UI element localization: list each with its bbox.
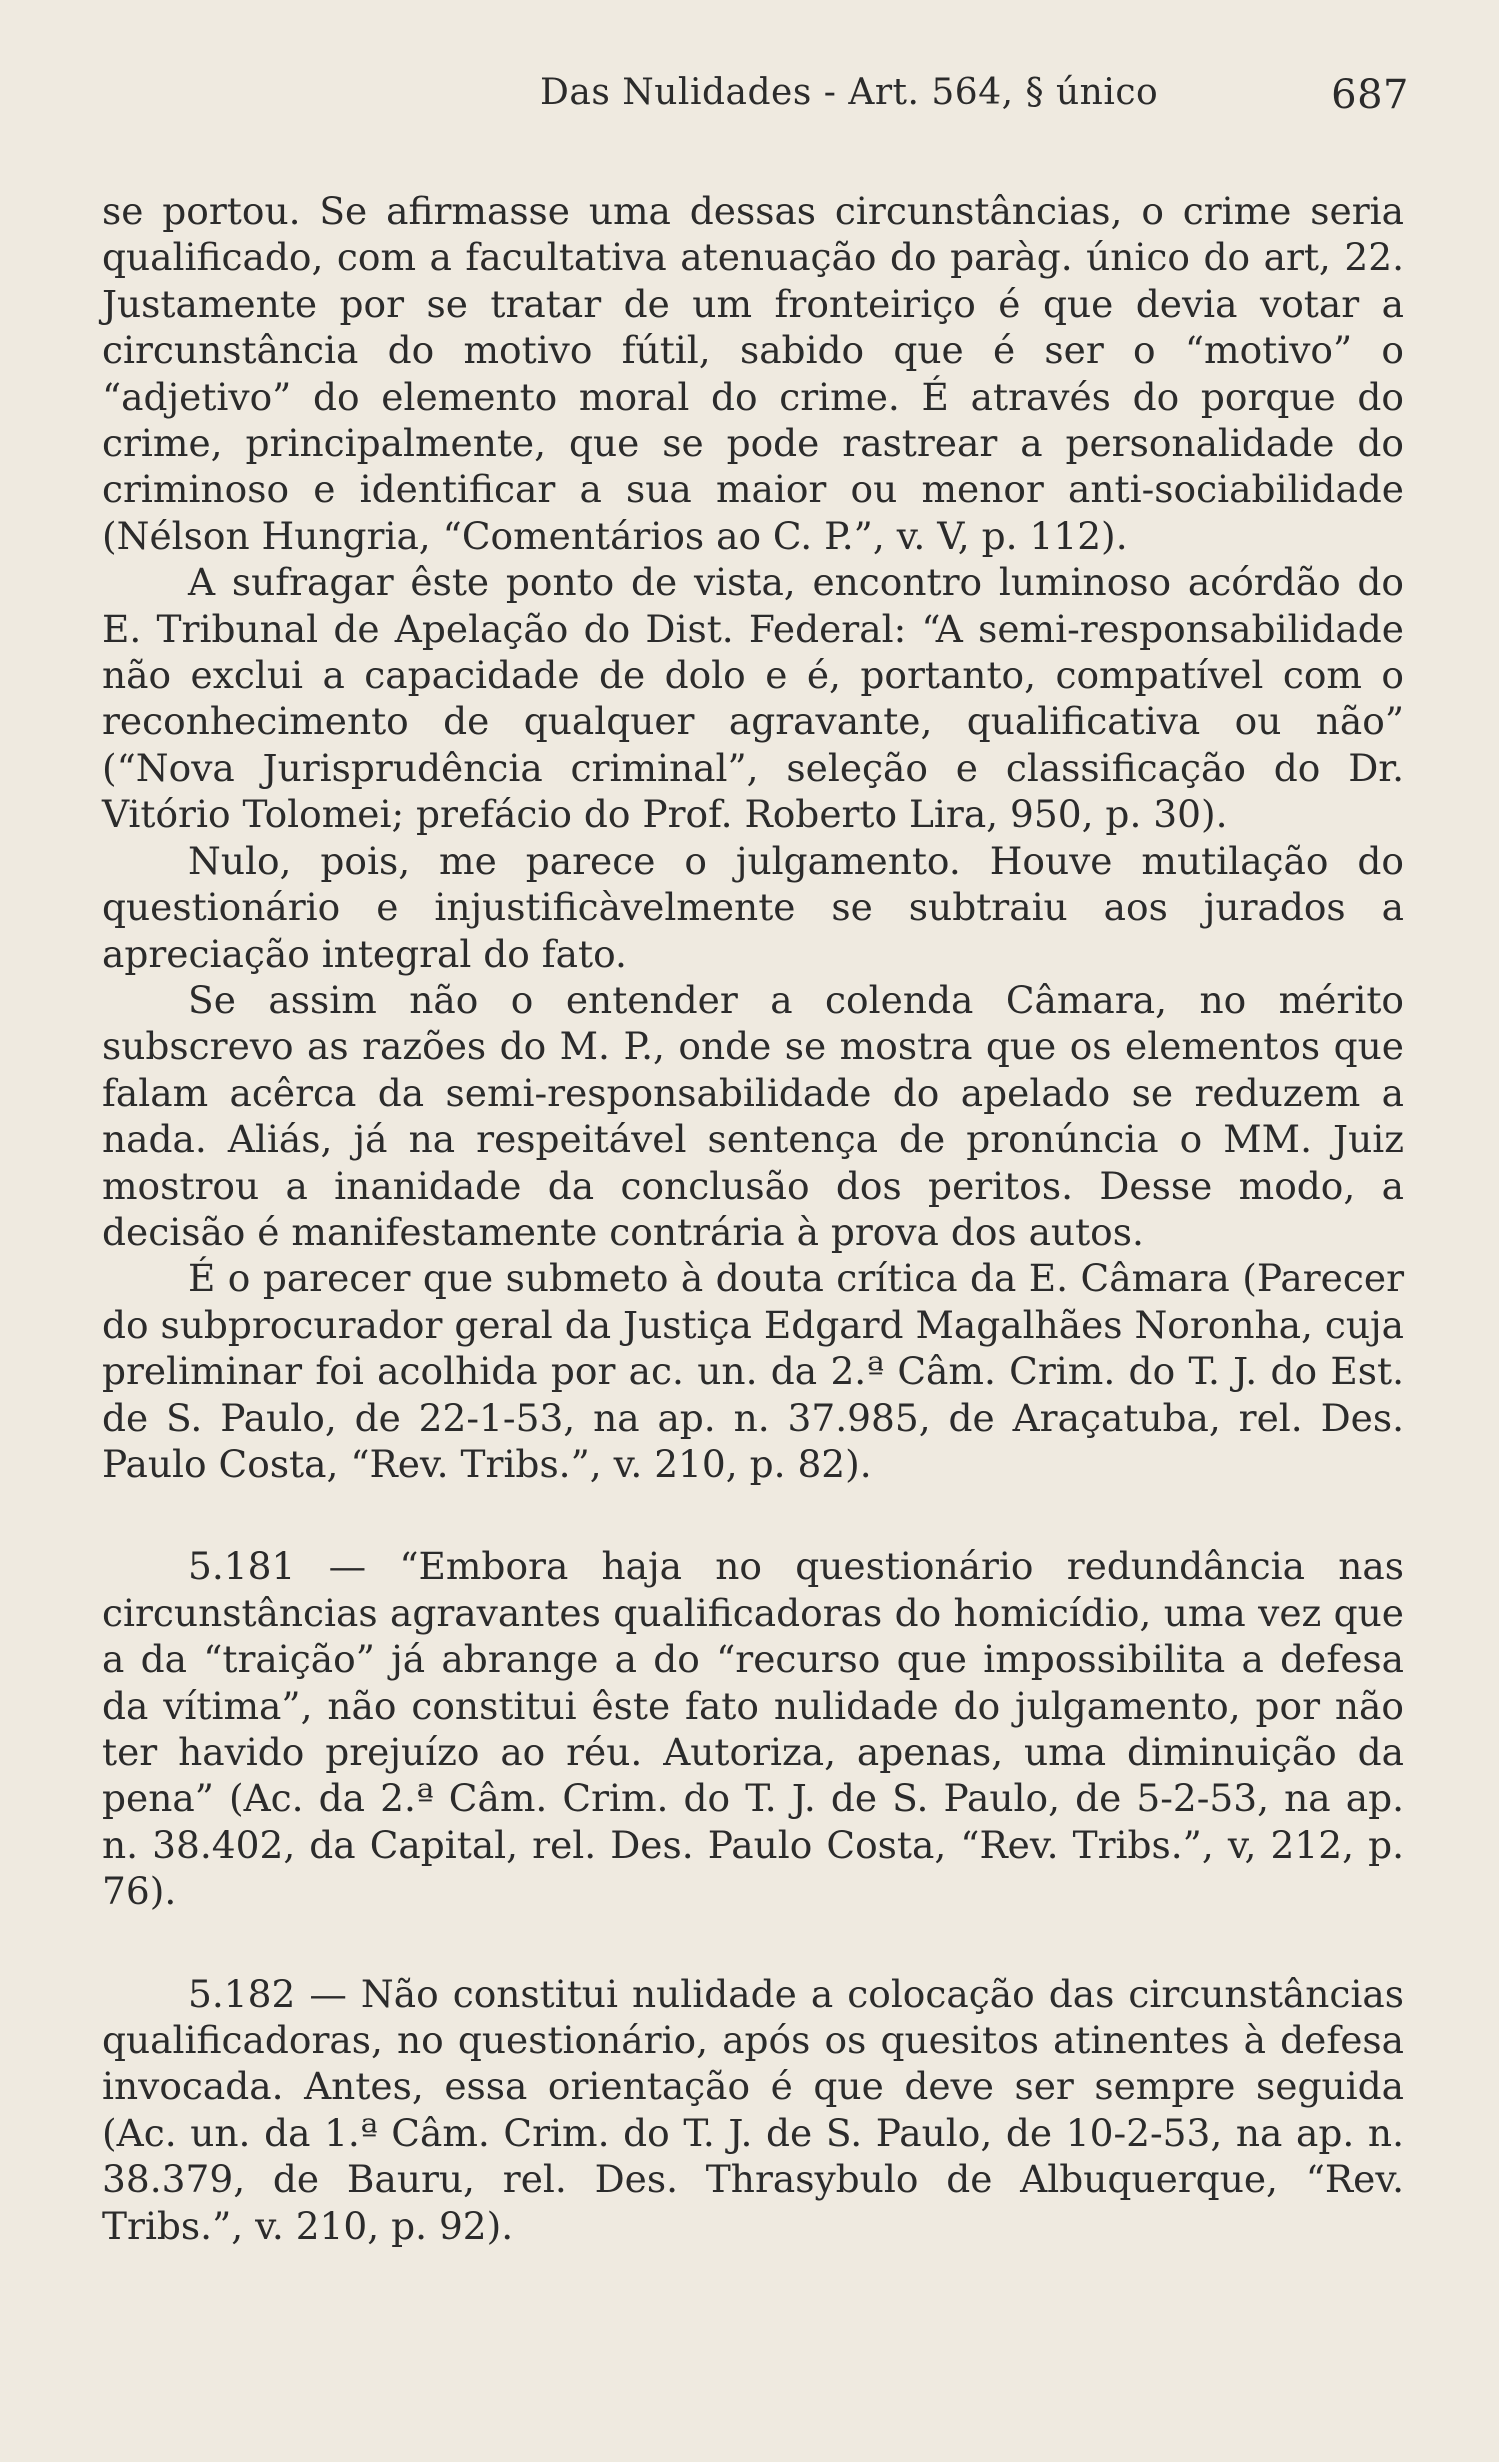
page-body (102, 188, 1404, 2249)
running-title: Das Nulidades - Art. 564, § único (540, 72, 1159, 113)
paragraph: É o parecer que submeto à douta crítica da E. Câmara (Parecer do subprocurador geral da Justiça Edgard Magalhães Noronha, cuja preliminar foi acolhida por ac. un. da 2.ª Câm. Crim. do T. J. do Est. de S. Paulo, de 22-1-53, na ap. n. 37.985, de Araçatuba, rel. Des. Paulo Costa, “Rev. Tribs.”, v. 210, p. 82). (102, 1256, 1404, 1486)
paragraph: A sufragar êste ponto de vista, encontro luminoso acórdão do E. Tribunal de Apelação do Dist. Federal: “A semi-responsabilidade não exclui a capacidade de dolo e é, portanto, compatível com o reconhecimento de qualquer agravante, qualificativa ou não” (“Nova Jurisprudência criminal”, seleção e classificação do Dr. Vitório Tolomei; prefácio do Prof. Roberto Lira, 950, p. 30). (102, 560, 1404, 837)
paragraph: Se assim não o entender a colenda Câmara, no mérito subscrevo as razões do M. P., onde se mostra que os elementos que falam acêrca da semi-responsabilidade do apelado se reduzem a nada. Aliás, já na respeitável sentença de pronúncia o MM. Juiz mostrou a inanidade da conclusão dos peritos. Desse modo, a decisão é manifestamente contrária à prova dos autos. (102, 977, 1404, 1254)
entry-5181: 5.181 — “Embora haja no questionário redundância nas circunstâncias agravantes qualificadoras do homicídio, uma vez que a da “traição” já abrange a do “recurso que impossibilita a defesa da vítima”, não constitui êste fato nulidade do julgamento, por não ter havido prejuízo ao réu. Autoriza, apenas, uma diminuição da pena” (Ac. da 2.ª Câm. Crim. do T. J. de S. Paulo, de 5-2-53, na ap. n. 38.402, da Capital, rel. Des. Paulo Costa, “Rev. Tribs.”, v, 212, p. 76). (102, 1544, 1404, 1914)
paragraph: se portou. Se afirmasse uma dessas circunstâncias, o crime seria qualificado, com a facultativa atenuação do paràg. único do art, 22. Justamente por se tratar de um fronteiriço é que devia votar a circunstância do motivo fútil, sabido que é ser o “motivo” o “adjetivo” do elemento moral do crime. É através do porque do crime, principalmente, que se pode rastrear a personalidade do criminoso e identificar a sua maior ou menor anti-sociabilidade (Nélson Hungria, “Comentários ao C. P.”, v. V, p. 112). (102, 189, 1404, 558)
page-number: 687 (1331, 72, 1409, 118)
paragraph: Nulo, pois, me parece o julgamento. Houve mutilação do questionário e injustificàvelmente se subtraiu aos jurados a apreciação integral do fato. (102, 838, 1404, 976)
entry-5182: 5.182 — Não constitui nulidade a colocação das circunstâncias qualificadoras, no questionário, após os quesitos atinentes à defesa invocada. Antes, essa orientação é que deve ser sempre seguida (Ac. un. da 1.ª Câm. Crim. do T. J. de S. Paulo, de 10-2-53, na ap. n. 38.379, de Bauru, rel. Des. Thrasybulo de Albuquerque, “Rev. Tribs.”, v. 210, p. 92). (102, 1971, 1404, 2248)
